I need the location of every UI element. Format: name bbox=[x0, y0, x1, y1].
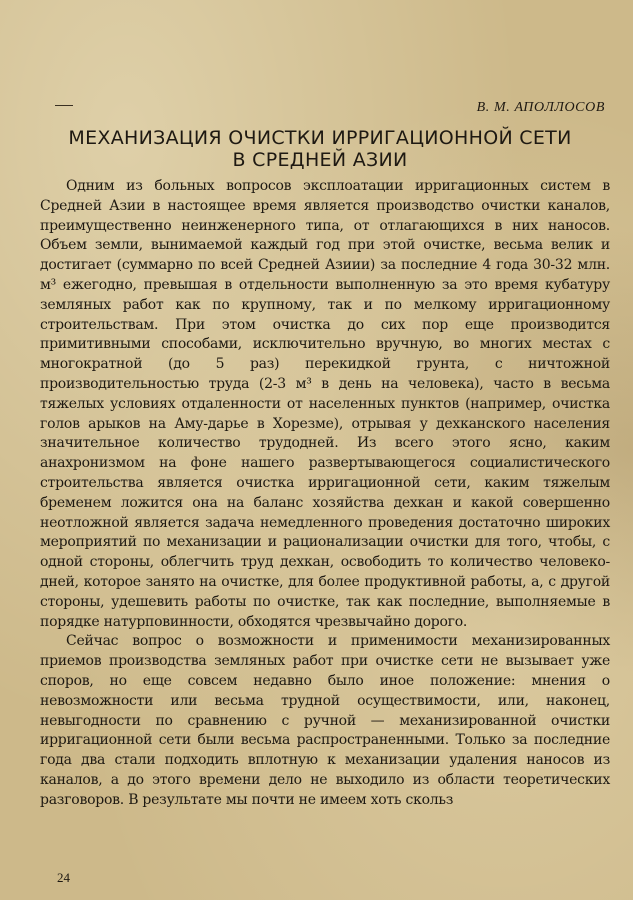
author-name: В. М. АПОЛЛОСОВ bbox=[476, 100, 605, 115]
article-body bbox=[40, 177, 610, 811]
paragraph-1: Одним из больных вопросов эксплоатации ирригационных систем в Средней Азии в настоящее время является производство очистки каналов, преимущественно неинженерного типа, от отлагающихся в них наносов. Объем земли, вынимаемой каждый год при этой очистке, весьма велик и достигает (суммарно по всей Средней Азиии) за последние 4 года 30-32 млн. м³ ежегодно, превышая в отдельности выполненную за это время кубатуру земляных работ как по крупному, так и по мелкому ирригационному строительствам. При этом очистка до сих пор еще производится примитивными способами, исключительно вручную, во многих местах с многократной (до 5 раз) перекидкой грунта, с ничтожной производительностью труда (2-3 м³ в день на человека), часто в весьма тяжелых условиях отдаленности от населенных пунктов (например, очистка голов арыков на Аму-дарье в Хорезме), отрывая у дехканского населения значительное количество трудодней. Из всего этого ясно, каким анахронизмом на фоне нашего развертывающегося социалистического строительства является очистка ирригационной сети, каким тяжелым бременем ложится она на баланс хозяйства дехкан и какой совершенно неотложной является задача немедленного проведения достаточно широких мероприятий по механизации и рационализации очистки для того, чтобы, с одной стороны, облегчить труд дехкан, освободить то количество человеко-дней, которое занято на очистке, для более продуктивной работы, а, с другой стороны, удешевить работы по очистке, так как последние, выполняемые в порядке натурповинности, обходятся чрезвычайно дорого. bbox=[40, 178, 610, 630]
article-title bbox=[40, 127, 600, 171]
paragraph-2: Сейчас вопрос о возможности и применимости механизированных приемов производства земляных работ при очистке сети не вызывает уже споров, но еще совсем недавно было иное положение: мнения о невозможности или весьма трудной осуществимости, или, наконец, невыгодности по сравнению с ручной — механизированной очистки ирригационной сети были весьма распространенными. Только за последние года два стали подходить вплотную к механизации удаления наносов из каналов, а до этого времени дело не выходило из области теоретических разговоров. В результате мы почти не имеем хоть скольз bbox=[40, 633, 610, 808]
decorative-dash bbox=[55, 105, 73, 106]
title-line-2: В СРЕДНЕЙ АЗИИ bbox=[232, 149, 408, 171]
title-line-1: МЕХАНИЗАЦИЯ ОЧИСТКИ ИРРИГАЦИОННОЙ СЕТИ bbox=[68, 127, 572, 149]
page-number: 24 bbox=[57, 870, 70, 885]
